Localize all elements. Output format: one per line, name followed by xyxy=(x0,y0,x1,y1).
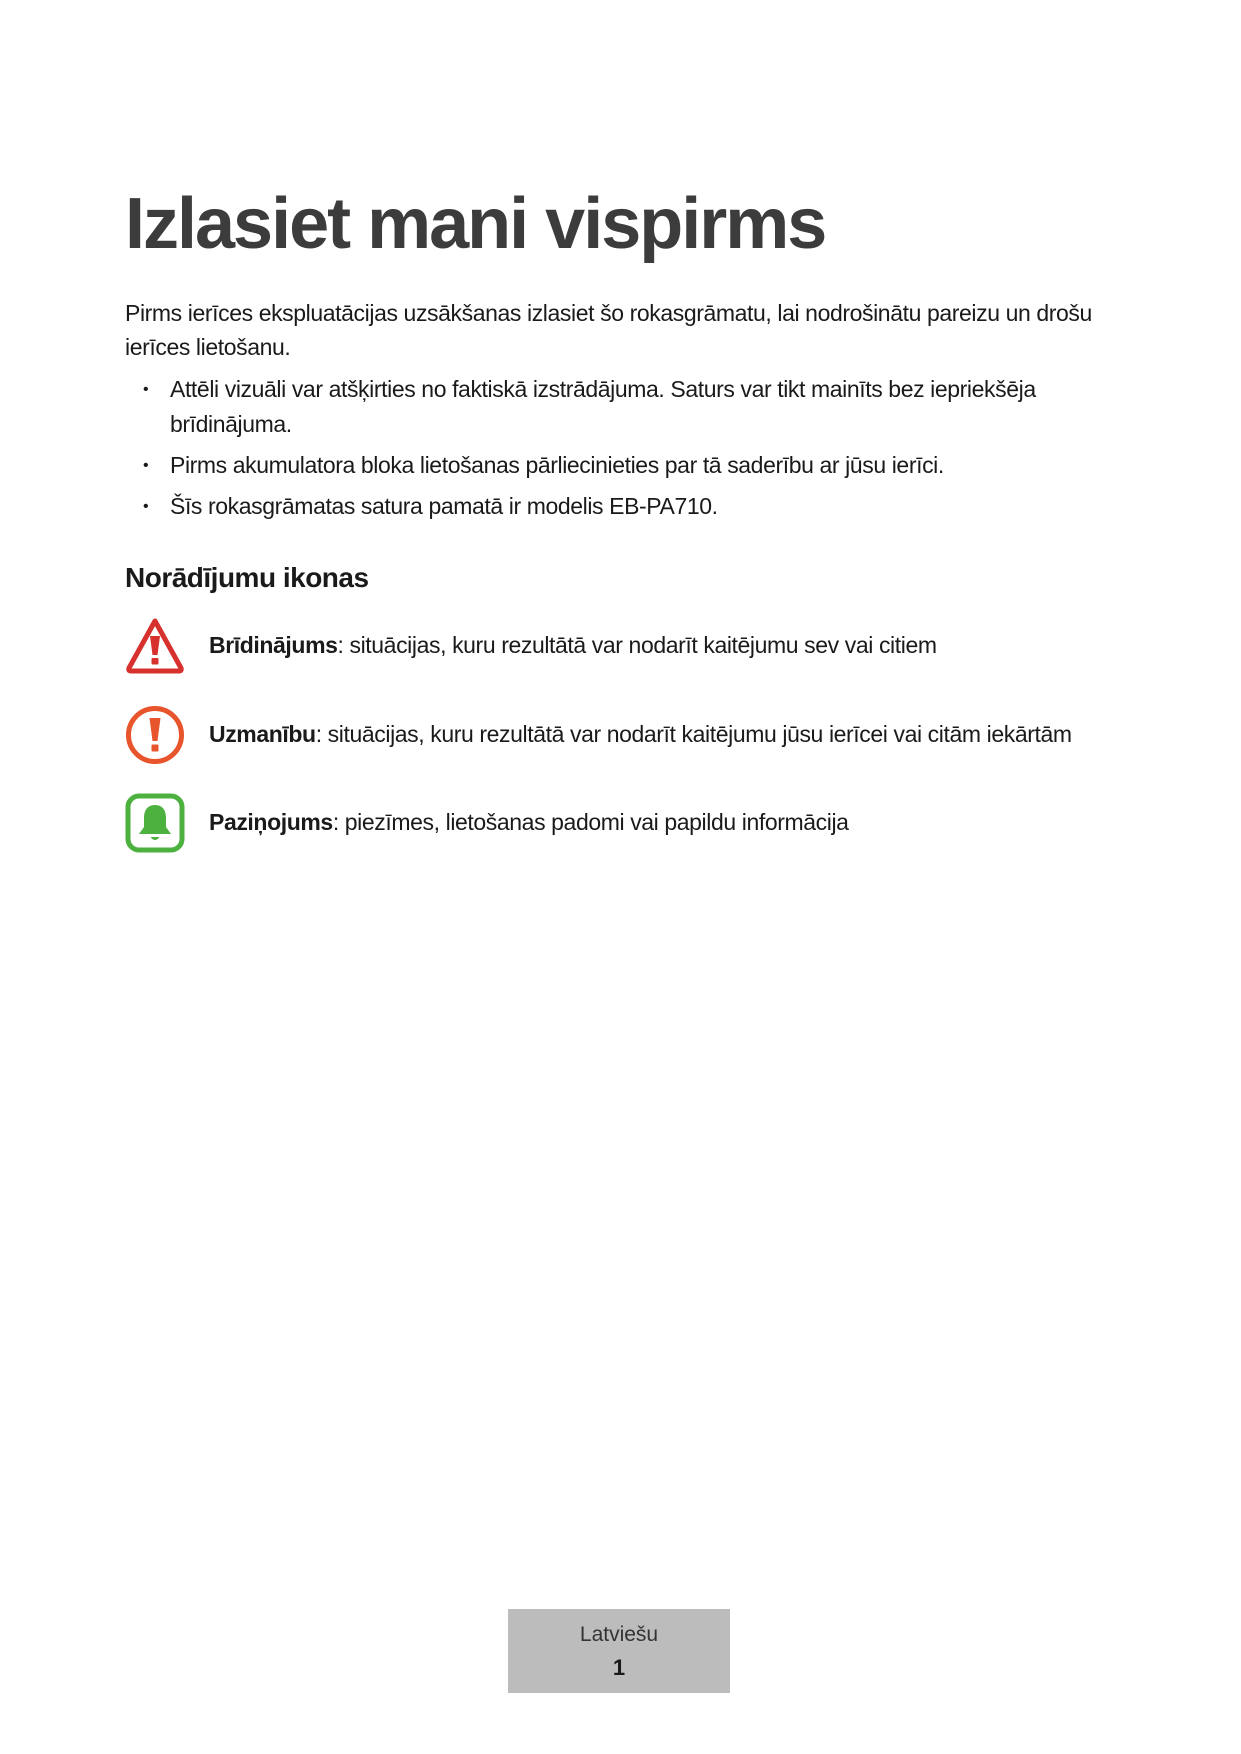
bullet-list xyxy=(125,372,1125,530)
bullet-item xyxy=(125,489,1125,524)
bullet-dot-icon: • xyxy=(143,457,149,474)
intro-paragraph: Pirms ierīces ekspluatācijas uzsākšanas izlasiet šo rokasgrāmatu, lai nodrošinātu pareizu un drošu ierīces lietošanu. xyxy=(125,300,1092,360)
icon-row-warning xyxy=(125,616,1135,676)
notice-description xyxy=(209,806,849,838)
section-heading-icons: Norādījumu ikonas xyxy=(125,562,369,593)
page-footer xyxy=(508,1609,730,1693)
notice-bell-icon xyxy=(125,793,185,853)
icon-row-caution xyxy=(125,705,1135,765)
bullet-dot-icon: • xyxy=(143,381,149,398)
bullet-item xyxy=(125,372,1125,442)
bullet-item xyxy=(125,448,1125,483)
bullet-text: Attēli vizuāli var atšķirties no faktiskā izstrādājuma. Saturs var tikt mainīts bez iepriekšēja brīdinājuma. xyxy=(170,376,1036,437)
bullet-text: Pirms akumulatora bloka lietošanas pārliecinieties par tā saderību ar jūsu ierīci. xyxy=(170,452,944,478)
warning-text: : situācijas, kuru rezultātā var nodarīt kaitējumu sev vai citiem xyxy=(337,632,937,658)
footer-language: Latviešu xyxy=(579,1623,659,1646)
notice-text: : piezīmes, lietošanas padomi vai papildu informācija xyxy=(332,809,849,835)
page-number: 1 xyxy=(612,1655,626,1680)
caution-term: Uzmanību xyxy=(209,721,316,747)
warning-term: Brīdinājums xyxy=(209,632,338,658)
bullet-dot-icon: • xyxy=(143,498,149,515)
icon-row-notice xyxy=(125,793,1135,853)
bullet-text: Šīs rokasgrāmatas satura pamatā ir modelis EB-PA710. xyxy=(170,493,718,519)
warning-description xyxy=(209,629,937,661)
caution-description xyxy=(209,718,1072,750)
notice-term: Paziņojums xyxy=(209,809,333,835)
caution-circle-icon xyxy=(125,705,185,765)
page-title: Izlasiet mani vispirms xyxy=(125,184,826,264)
warning-triangle-icon xyxy=(125,616,185,676)
caution-text: : situācijas, kuru rezultātā var nodarīt kaitējumu jūsu ierīcei vai citām iekārtām xyxy=(315,721,1072,747)
